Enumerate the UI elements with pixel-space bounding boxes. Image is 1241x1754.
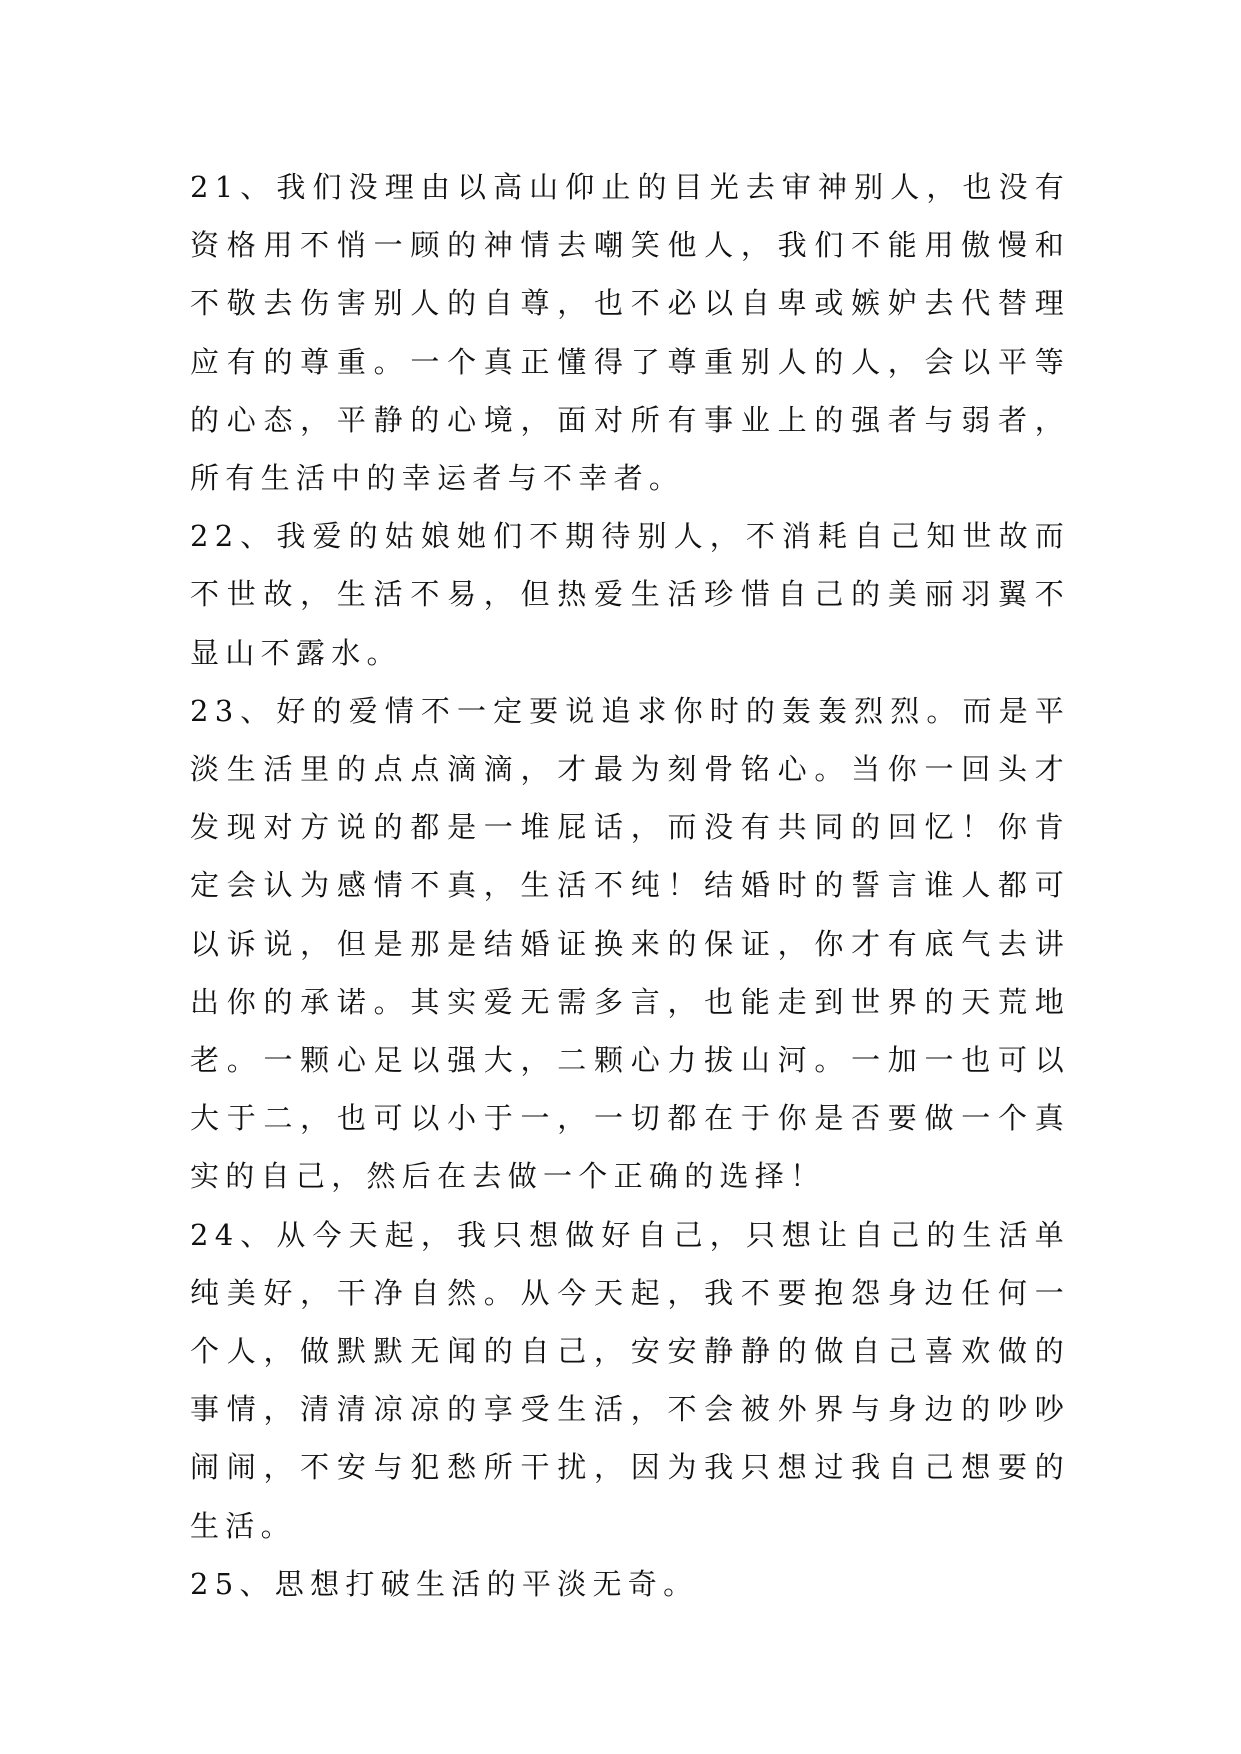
paragraph-24: 24、从今天起，我只想做好自己，只想让自己的生活单纯美好，干净自然。从今天起，我不要抱怨身边任何一个人，做默默无闻的自己，安安静静的做自己喜欢做的事情，清清凉凉的享受生活，不会被外界与身边的吵吵闹闹，不安与犯愁所干扰，因为我只想过我自己想要的生活。: [190, 1217, 1070, 1543]
document-body: [190, 158, 1070, 1613]
paragraph-23: 23、好的爱情不一定要说追求你时的轰轰烈烈。而是平淡生活里的点点滴滴，才最为刻骨铭心。当你一回头才发现对方说的都是一堆屁话，而没有共同的回忆！你肯定会认为感情不真，生活不纯！结婚时的誓言谁人都可以诉说，但是那是结婚证换来的保证，你才有底气去讲出你的承诺。其实爱无需多言，也能走到世界的天荒地老。一颗心足以强大，二颗心力拔山河。一加一也可以大于二，也可以小于一，一切都在于你是否要做一个真实的自己，然后在去做一个正确的选择！: [190, 693, 1070, 1194]
paragraph-25: 25、思想打破生活的平淡无奇。: [190, 1566, 699, 1601]
paragraph-22: 22、我爱的姑娘她们不期待别人，不消耗自己知世故而不世故，生活不易，但热爱生活珍惜自己的美丽羽翼不显山不露水。: [190, 519, 1070, 670]
paragraph-21: 21、我们没理由以高山仰止的目光去审神别人，也没有资格用不悄一顾的神情去嘲笑他人，我们不能用傲慢和不敬去伤害别人的自尊，也不必以自卑或嫉妒去代替理应有的尊重。一个真正懂得了尊重别人的人，会以平等的心态，平静的心境，面对所有事业上的强者与弱者，所有生活中的幸运者与不幸者。: [190, 170, 1070, 496]
